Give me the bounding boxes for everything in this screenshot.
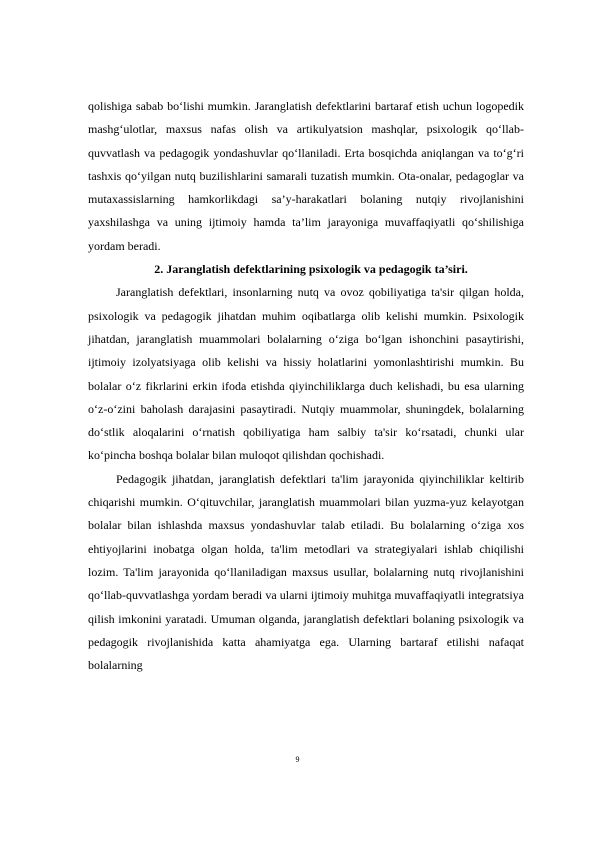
page-body <box>88 95 524 677</box>
section-heading: 2. Jaranglatish defektlarining psixologik va pedagogik ta’siri. <box>154 262 468 277</box>
paragraph-continuation: qolishiga sabab bo‘lishi mumkin. Jaranglatish defektlarini bartaraf etish uchun logopedik mashg‘ulotlar, maxsus nafas olish va artikulyatsion mashqlar, psixologik qo‘llab-quvvatlash va pedagogik yondashuvlar qo‘llaniladi. Erta bosqichda aniqlangan va to‘g‘ri tashxis qo‘yilgan nutq buzilishlarini samarali tuzatish mumkin. Ota-onalar, pedagoglar va mutaxassislarning hamkorlikdagi sa’y-harakatlari bolaning nutqiy rivojlanishini yaxshilashga va uning ijtimoiy hamda ta’lim jarayoniga muvaffaqiyatli qo‘shilishiga yordam beradi. <box>88 99 524 253</box>
paragraph-pedagogical: Pedagogik jihatdan, jaranglatish defektlari ta'lim jarayonida qiyinchiliklar keltirib chiqarishi mumkin. O‘qituvchilar, jaranglatish muammolari bilan yuzma-yuz kelayotgan bolalar bilan ishlashda maxsus yondashuvlar talab etiladi. Bu bolalarning o‘ziga xos ehtiyojlarini inobatga olgan holda, ta'lim metodlari va strategiyalari ishlab chiqilishi lozim. Ta'lim jarayonida qo‘llaniladigan maxsus usullar, bolalarning nutq rivojlanishini qo‘llab-quvvatlashga yordam beradi va ularni ijtimoiy muhitga muvaffaqiyatli integratsiya qilish imkonini yaratadi. Umuman olganda, jaranglatish defektlari bolaning psixologik va pedagogik rivojlanishida katta ahamiyatga ega. Ularning bartaraf etilishi nafaqat bolalarning <box>88 471 524 673</box>
paragraph-psychological: Jaranglatish defektlari, insonlarning nutq va ovoz qobiliyatiga ta'sir qilgan holda, psixologik va pedagogik jihatdan muhim oqibatlarga olib kelishi mumkin. Psixologik jihatdan, jaranglatish muammolari bolalarning o‘ziga bo‘lgan ishonchini pasaytirishi, ijtimoiy izolyatsiyaga olib kelishi va hissiy holatlarini yomonlashtirishi mumkin. Bu bolalar o‘z fikrlarini erkin ifoda etishda qiyinchiliklarga duch kelishadi, bu esa ularning o‘z-o‘zini baholash darajasini pasaytiradi. Nutqiy muammolar, shuningdek, bolalarning do‘stlik aloqalarini o‘rnatish qobiliyatiga ham salbiy ta'sir ko‘rsatadi, chunki ular ko‘pincha boshqa bolalar bilan muloqot qilishdan qochishadi. <box>88 285 524 463</box>
page-number: 9 <box>295 755 300 764</box>
